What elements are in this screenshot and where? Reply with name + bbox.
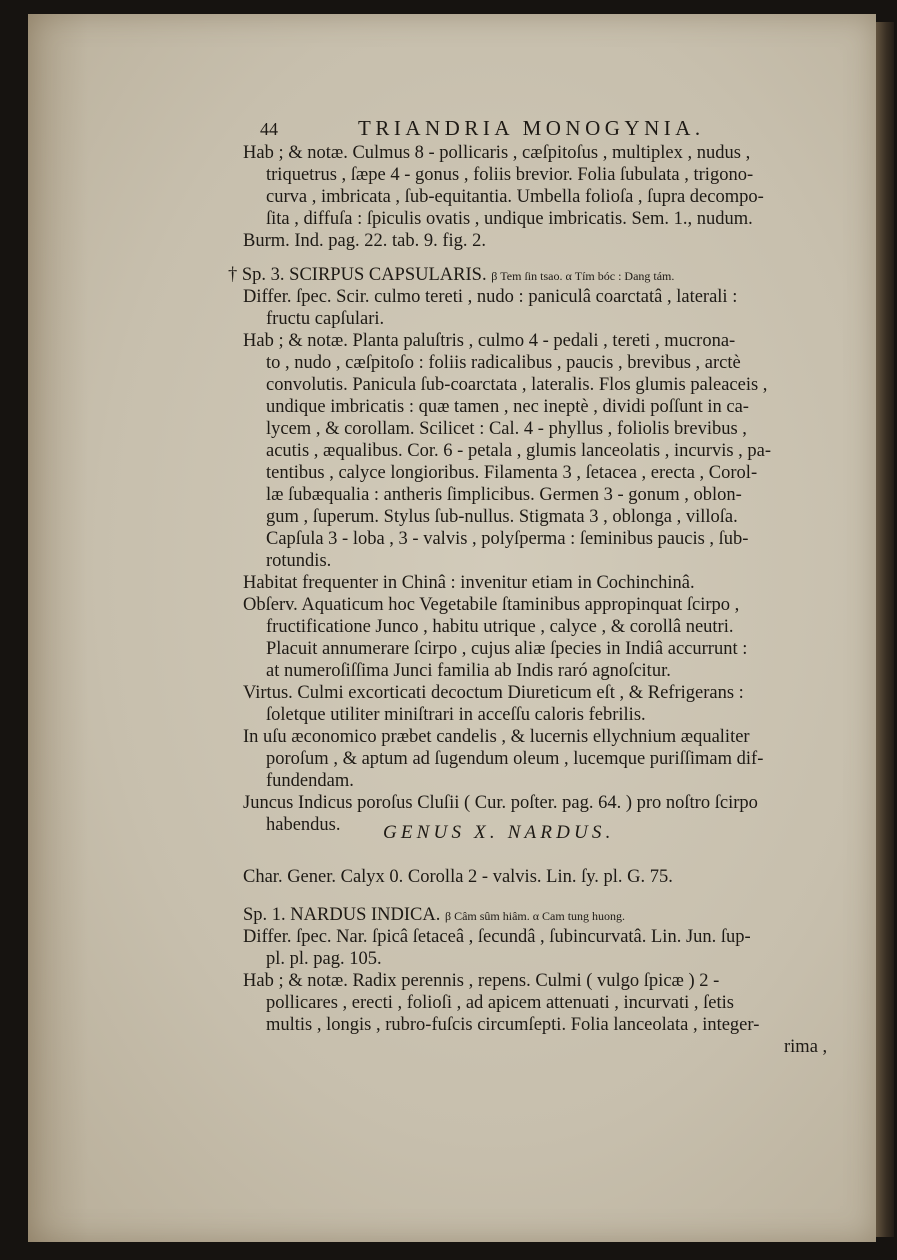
- text-line: Differ. ſpec. Nar. ſpicâ ſetaceâ , ſecundâ , ſubincurvatâ. Lin. Jun. ſup-: [243, 927, 751, 947]
- text-line: rotundis.: [266, 551, 332, 571]
- text-line: Hab ; & notæ. Planta paluſtris , culmo 4 - pedali , tereti , mucrona-: [243, 331, 736, 351]
- text-line: læ ſubæqualia : antheris ſimplicibus. Germen 3 - gonum , oblon-: [266, 485, 742, 505]
- species-title: Sp. 1. NARDUS INDICA.: [243, 905, 441, 925]
- text-line: convolutis. Panicula ſub-coarctata , lateralis. Flos glumis paleaceis ,: [266, 375, 768, 395]
- text-line: undique imbricatis : quæ tamen , nec ineptè , dividi poſſunt in ca-: [266, 397, 749, 417]
- text-line: curva , imbricata , ſub-equitantia. Umbella folioſa , ſupra decompo-: [266, 187, 764, 207]
- vernacular-names: β Câm sûm hiâm. α Cam tung huong.: [444, 909, 626, 923]
- running-title: TRIANDRIA MONOGYNIA.: [358, 116, 705, 140]
- text-line: Char. Gener. Calyx 0. Corolla 2 - valvis. Lin. ſy. pl. G. 75.: [243, 867, 673, 887]
- text-line: Differ. ſpec. Scir. culmo tereti , nudo : paniculâ coarctatâ , laterali :: [243, 287, 738, 307]
- vernacular-names: β Tem ſin tsao. α Tím bóc : Dang tám.: [491, 269, 675, 283]
- text-line: multis , longis , rubro-fuſcis circumſepti. Folia lanceolata , integer-: [266, 1015, 760, 1035]
- text-line: to , nudo , cæſpitoſo : foliis radicalibus , paucis , brevibus , arctè: [266, 353, 741, 373]
- text-line: habendus.: [266, 815, 341, 835]
- text-line: Obſerv. Aquaticum hoc Vegetabile ſtaminibus appropinquat ſcirpo ,: [243, 595, 740, 615]
- text-line: Hab ; & notæ. Radix perennis , repens. Culmi ( vulgo ſpicæ ) 2 -: [243, 971, 720, 991]
- page-content: [28, 14, 876, 1242]
- text-line: pollicares , erecti , folioſi , ad apicem attenuati , incurvati , ſetis: [266, 993, 734, 1013]
- text-line: acutis , æqualibus. Cor. 6 - petala , glumis lanceolatis , incurvis , pa-: [266, 441, 772, 461]
- text-line: triquetrus , ſæpe 4 - gonus , foliis brevior. Folia ſubulata , trigono-: [266, 165, 754, 185]
- book-edge: [874, 22, 894, 1237]
- text-line: Juncus Indicus poroſus Cluſii ( Cur. poſter. pag. 64. ) pro noſtro ſcirpo: [243, 793, 758, 813]
- text-line: Placuit annumerare ſcirpo , cujus aliæ ſpecies in Indiâ accurrunt :: [266, 639, 748, 659]
- text-line: tentibus , calyce longioribus. Filamenta 3 , ſetacea , erecta , Corol-: [266, 463, 758, 483]
- text-line: Virtus. Culmi excorticati decoctum Diureticum eſt , & Refrigerans :: [243, 683, 744, 703]
- text-line: pl. pl. pag. 105.: [266, 949, 382, 969]
- text-line: fructificatione Junco , habitu utrique , calyce , & corollâ neutri.: [266, 617, 734, 637]
- text-line: In uſu æconomico præbet candelis , & lucernis ellychnium æqualiter: [243, 727, 750, 747]
- species-heading: [243, 904, 625, 927]
- text-line: Habitat frequenter in Chinâ : invenitur etiam in Cochinchinâ.: [243, 573, 695, 593]
- genus-heading: GENUS X. NARDUS.: [383, 822, 615, 843]
- catchword: rima ,: [784, 1037, 828, 1057]
- text-line: at numeroſiſſima Junci familia ab Indis raró agnoſcitur.: [266, 661, 671, 681]
- species-title: † Sp. 3. SCIRPUS CAPSULARIS.: [228, 265, 487, 285]
- text-line: Hab ; & notæ. Culmus 8 - pollicaris , cæſpitoſus , multiplex , nudus ,: [243, 143, 751, 163]
- text-line: fructu capſulari.: [266, 309, 385, 329]
- species-heading: [228, 264, 674, 287]
- text-line: fundendam.: [266, 771, 354, 791]
- text-line: poroſum , & aptum ad ſugendum oleum , lucemque puriſſimam dif-: [266, 749, 764, 769]
- running-header: [260, 116, 705, 141]
- text-line: lycem , & corollam. Scilicet : Cal. 4 - phyllus , foliolis brevibus ,: [266, 419, 747, 439]
- text-line: ſita , diffuſa : ſpiculis ovatis , undique imbricatis. Sem. 1., nudum.: [266, 209, 753, 229]
- text-line: Burm. Ind. pag. 22. tab. 9. fig. 2.: [243, 231, 487, 251]
- text-line: Capſula 3 - loba , 3 - valvis , polyſperma : ſeminibus paucis , ſub-: [266, 529, 749, 549]
- text-line: ſoletque utiliter miniſtrari in acceſſu caloris febrilis.: [266, 705, 646, 725]
- page-number: 44: [260, 119, 278, 139]
- text-line: gum , ſuperum. Stylus ſub-nullus. Stigmata 3 , oblonga , villoſa.: [266, 507, 738, 527]
- book-page: [28, 14, 876, 1242]
